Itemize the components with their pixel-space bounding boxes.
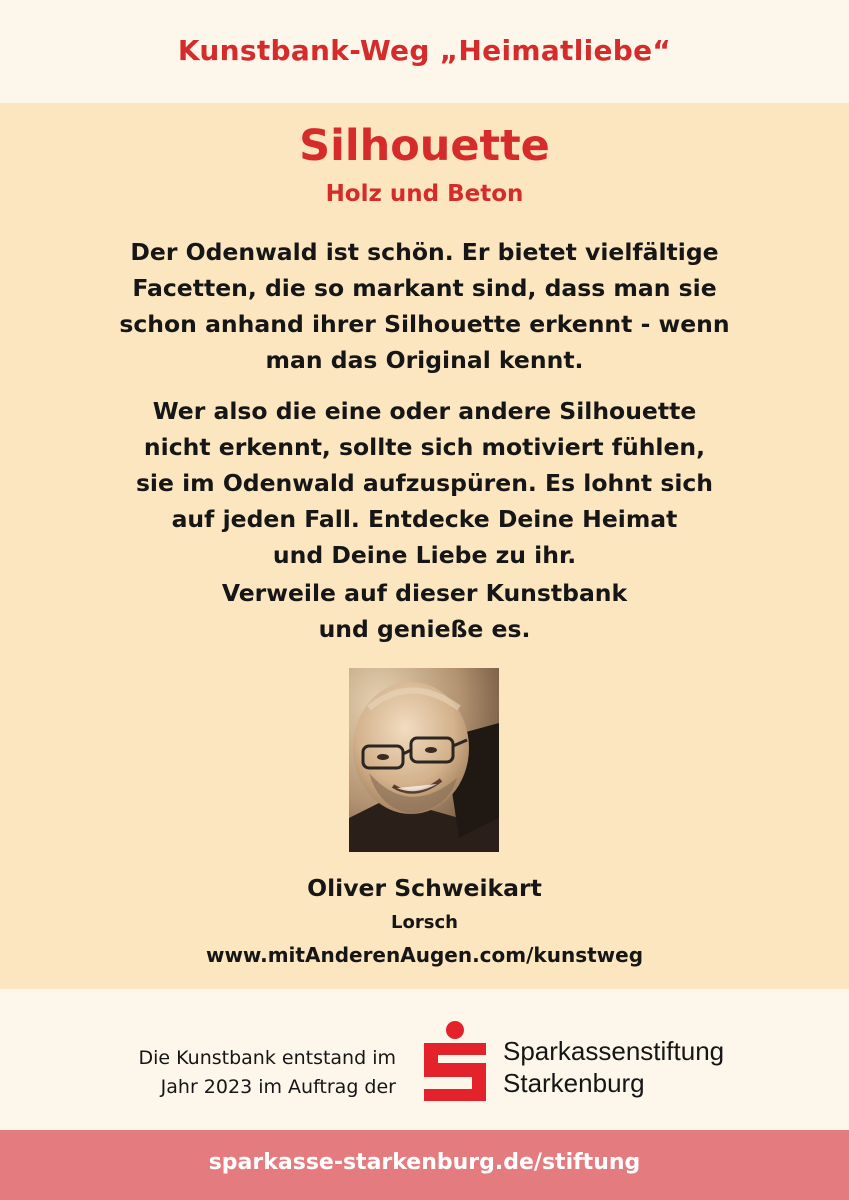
artist-website: www.mitAnderenAugen.com/kunstweg: [205, 943, 644, 967]
artist-city: Lorsch: [391, 912, 458, 933]
footer-url: sparkasse-starkenburg.de/stiftung: [208, 1150, 641, 1175]
artwork-title: Silhouette: [299, 121, 550, 171]
text-line: und Deine Liebe zu ihr.: [272, 541, 577, 569]
sponsor-name: [503, 1035, 724, 1099]
text-line: sie im Odenwald aufzuspüren. Es lohnt sich: [135, 469, 714, 497]
text-line: Der Odenwald ist schön. Er bietet vielfältige: [130, 238, 719, 266]
sponsor-note-line: Die Kunstbank entstand im: [138, 1047, 396, 1069]
artist-portrait: [349, 668, 499, 852]
portrait-illustration: [349, 668, 499, 852]
description-paragraph-2: [90, 393, 759, 573]
sponsor-band: [0, 989, 849, 1130]
artwork-panel: [0, 103, 849, 989]
sponsor-note: [70, 1044, 396, 1102]
text-line: Verweile auf dieser Kunstbank: [221, 579, 628, 607]
sparkasse-s-logo-icon: [420, 1021, 490, 1101]
footer-band: [0, 1130, 849, 1200]
text-line: nicht erkennt, sollte sich motiviert fühlen,: [143, 433, 706, 461]
text-line: Facetten, die so markant sind, dass man sie: [132, 274, 717, 302]
text-line: man das Original kennt.: [265, 346, 584, 374]
description-paragraph-3: [90, 575, 759, 647]
text-line: Wer also die eine oder andere Silhouette: [152, 397, 697, 425]
text-line: und genieße es.: [318, 615, 531, 643]
artwork-material: Holz und Beton: [325, 181, 524, 207]
text-line: schon anhand ihrer Silhouette erkennt - wenn: [119, 310, 730, 338]
sponsor-name-line: Starkenburg: [503, 1068, 645, 1098]
artist-name: Oliver Schweikart: [307, 874, 542, 902]
header-band: [0, 0, 849, 103]
page-title: Kunstbank-Weg „Heimatliebe“: [177, 34, 672, 67]
text-line: auf jeden Fall. Entdecke Deine Heimat: [171, 505, 678, 533]
sponsor-name-line: Sparkassenstiftung: [503, 1036, 725, 1066]
description-paragraph-1: [90, 234, 759, 378]
sponsor-note-line: Jahr 2023 im Auftrag der: [160, 1076, 396, 1098]
